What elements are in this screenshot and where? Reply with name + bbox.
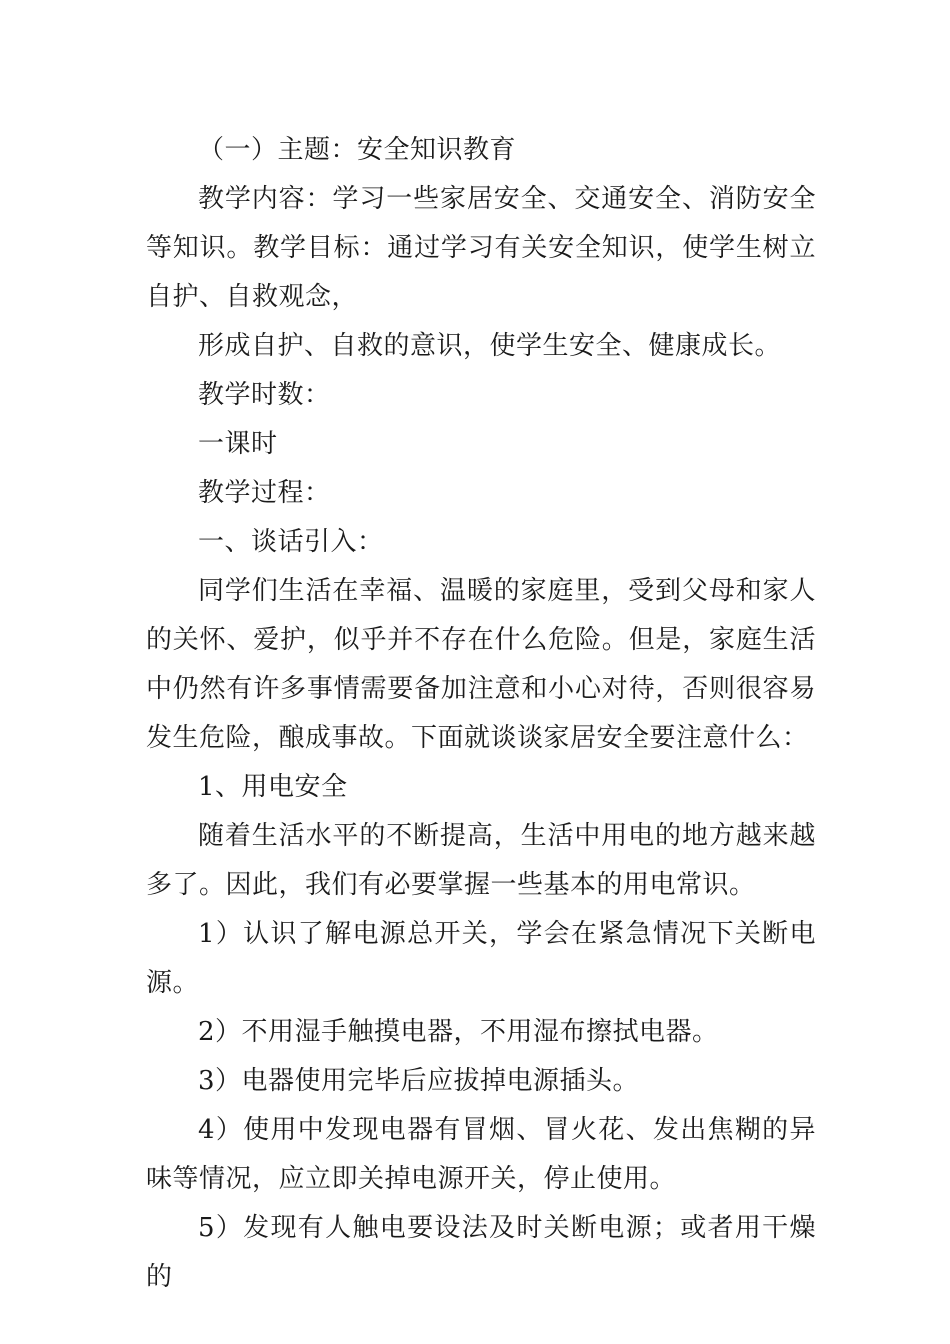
list-item-3: 3）电器使用完毕后应拔掉电源插头。 bbox=[198, 1066, 640, 1096]
list-item-4: 4）使用中发现电器有冒烟、冒火花、发出焦糊的异味等情况，应立即关掉电源开关，停止使用。 bbox=[146, 1115, 816, 1194]
heading-topic: （一）主题：安全知识教育 bbox=[198, 135, 517, 165]
list-item-5: 5）发现有人触电要设法及时关断电源；或者用干燥的 bbox=[146, 1213, 816, 1292]
paragraph-teaching-goal: 形成自护、自救的意识，使学生安全、健康成长。 bbox=[198, 331, 782, 361]
section-introduction: 一、谈话引入： bbox=[198, 527, 384, 557]
document-body bbox=[146, 126, 816, 1302]
paragraph-electrical-intro: 随着生活水平的不断提高，生活中用电的地方越来越多了。因此，我们有必要掌握一些基本的用电常识。 bbox=[146, 821, 816, 900]
value-teaching-hours: 一课时 bbox=[198, 429, 278, 459]
label-teaching-hours: 教学时数： bbox=[198, 380, 331, 410]
list-item-2: 2）不用湿手触摸电器，不用湿布擦拭电器。 bbox=[198, 1017, 719, 1047]
section-electrical-safety: 1、用电安全 bbox=[198, 772, 348, 802]
paragraph-teaching-content: 教学内容：学习一些家居安全、交通安全、消防安全等知识。教学目标：通过学习有关安全知识，使学生树立自护、自救观念， bbox=[146, 184, 816, 312]
list-item-1: 1）认识了解电源总开关，学会在紧急情况下关断电源。 bbox=[146, 919, 816, 998]
paragraph-introduction: 同学们生活在幸福、温暖的家庭里，受到父母和家人的关怀、爱护，似乎并不存在什么危险。但是，家庭生活中仍然有许多事情需要备加注意和小心对待，否则很容易发生危险，酿成事故。下面就谈谈家居安全要注意什么： bbox=[146, 576, 816, 753]
label-teaching-process: 教学过程： bbox=[198, 478, 331, 508]
